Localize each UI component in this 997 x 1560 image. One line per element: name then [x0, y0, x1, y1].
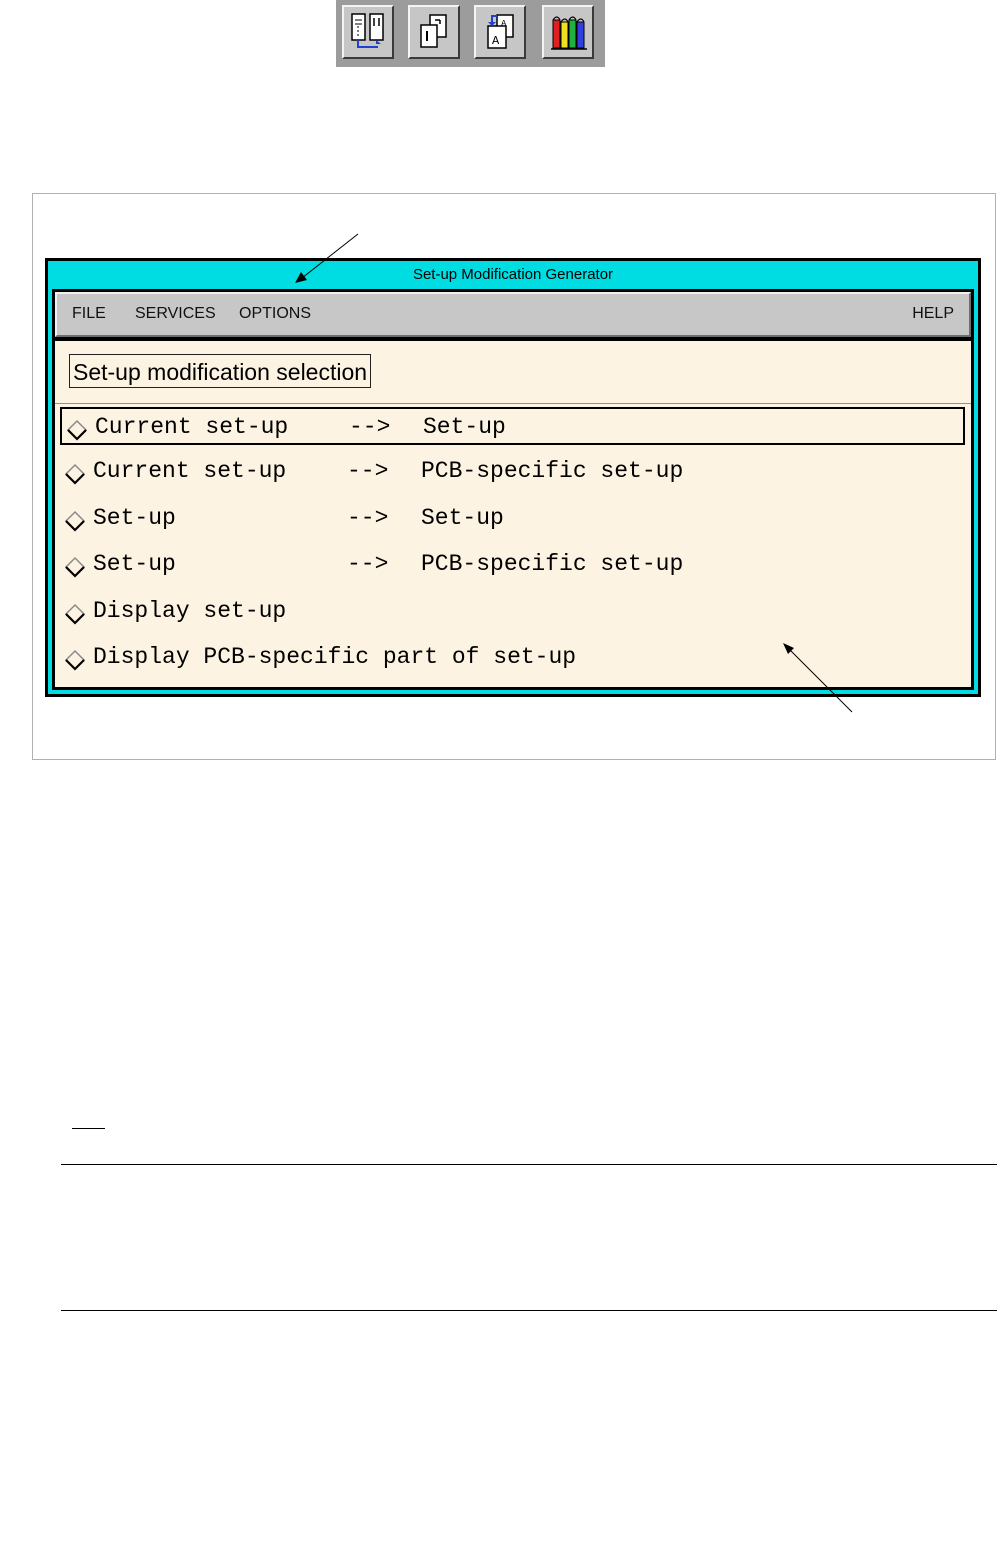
option-source: Display set-up [93, 598, 287, 624]
menu-help[interactable]: HELP [912, 305, 954, 322]
radio-diamond-icon[interactable] [64, 556, 86, 578]
option-target: Set-up [421, 505, 504, 531]
option-source: Set-up [93, 551, 176, 577]
option-list [55, 407, 971, 687]
radio-diamond-icon[interactable] [64, 603, 86, 625]
svg-text:A: A [501, 19, 507, 29]
option-current-to-setup[interactable] [60, 407, 965, 445]
menu-bar [55, 292, 971, 337]
document-update-icon [482, 12, 518, 52]
horizontal-rule-bottom [61, 1310, 997, 1311]
copy-document-icon [416, 12, 452, 52]
section-header [55, 341, 971, 404]
selection-panel [55, 341, 971, 687]
option-target: PCB-specific set-up [421, 551, 684, 577]
option-display-pcb-part[interactable] [60, 639, 965, 677]
option-current-to-pcb-setup[interactable] [60, 453, 965, 491]
radio-diamond-icon[interactable] [66, 419, 88, 441]
option-source: Current set-up [93, 458, 287, 484]
footnote-rule [72, 1128, 105, 1129]
app-window [45, 258, 981, 697]
option-arrow: --> [347, 551, 389, 577]
option-arrow: --> [347, 458, 389, 484]
layout-compare-button[interactable] [342, 5, 394, 59]
library-books-button[interactable] [542, 5, 594, 59]
radio-diamond-icon[interactable] [64, 649, 86, 671]
radio-diamond-icon[interactable] [64, 463, 86, 485]
document-update-button[interactable] [474, 5, 526, 59]
window-content [52, 289, 974, 690]
radio-diamond-icon[interactable] [64, 510, 86, 532]
menu-options[interactable]: OPTIONS [239, 305, 312, 322]
section-title: Set-up modification selection [69, 354, 371, 388]
toolbar [336, 0, 605, 67]
svg-text:A: A [492, 34, 500, 48]
copy-document-button[interactable] [408, 5, 460, 59]
option-arrow: --> [347, 505, 389, 531]
menu-services[interactable]: SERVICES [135, 305, 216, 322]
option-display-setup[interactable] [60, 593, 965, 631]
option-setup-to-setup[interactable] [60, 500, 965, 538]
option-source: Current set-up [95, 414, 289, 440]
title-bar[interactable] [48, 261, 978, 288]
window-frame [48, 261, 978, 694]
library-books-icon [550, 12, 590, 52]
horizontal-rule-top [61, 1164, 997, 1165]
option-source: Display PCB-specific part of set-up [93, 644, 577, 670]
option-target: PCB-specific set-up [421, 458, 684, 484]
option-source: Set-up [93, 505, 176, 531]
option-target: Set-up [423, 414, 506, 440]
option-setup-to-pcb-setup[interactable] [60, 546, 965, 584]
layout-compare-icon [350, 12, 386, 52]
menu-file[interactable]: FILE [72, 305, 106, 322]
window-title: Set-up Modification Generator [412, 266, 614, 283]
option-arrow: --> [349, 414, 391, 440]
